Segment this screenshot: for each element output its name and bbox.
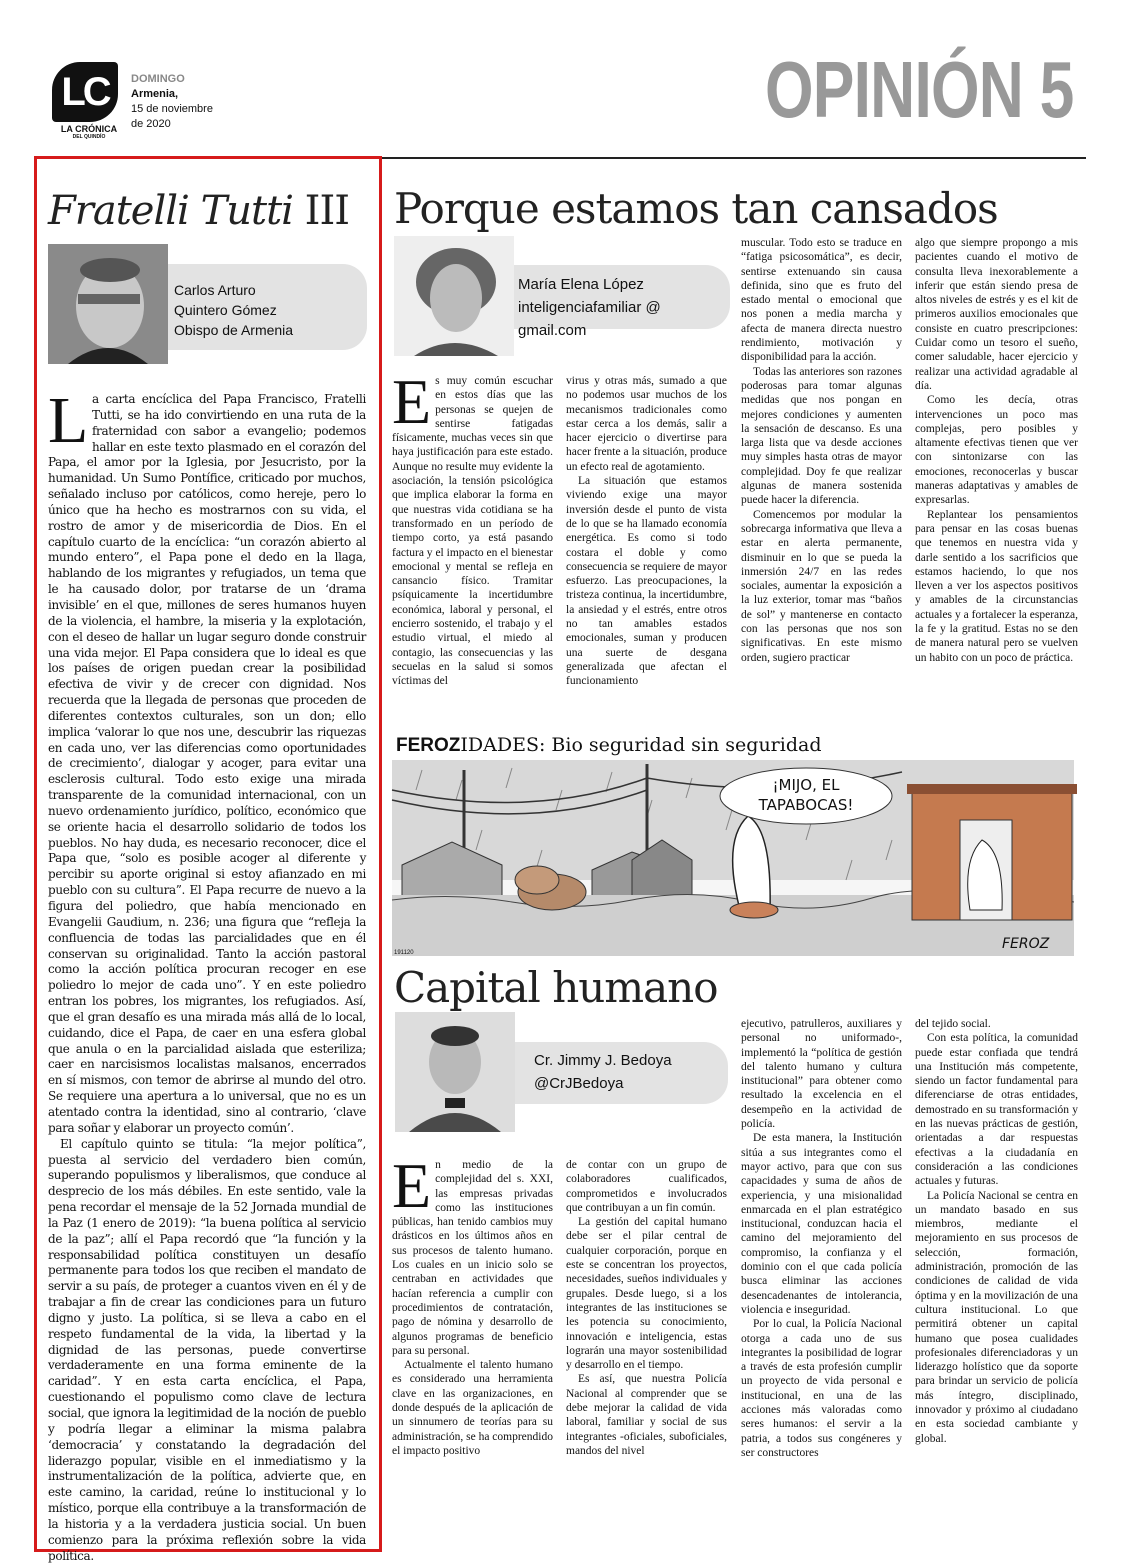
paragraph: muscular. Todo esto se traduce en “fatiga psicosomática”, es decir, sentirse extenuando sin causa definida, sino que es fruto del estado mental o emocional que nos ponen a media marcha y afecta de manera directa nuestro rendimiento, motivación y disponibilidad para la acción. bbox=[741, 237, 902, 364]
paragraph-text: s muy común escuchar en estos días que las personas se quejen de sentirse fatigadas físicamente, muchas veces sin que haya justificación para este estado. Aunque no resulte muy evidente la asociación, la tensión psicológica que implica elaborar la forma en que nuestras vida cotidiana se ha transformado en un período de tiempo corto, ya está pasando factura y el impacto en el bienestar emocional y mental se refleja en cansancio físico. Tramitar psíquicamente la incertidumbre económica, laboral y personal, el encierro sostenido, el trabajo y el estudio virtual, el miedo al contagio, las consecuencias y las secuelas en la salud si somos víctimas del bbox=[392, 375, 553, 688]
dateline-city: Armenia, bbox=[131, 88, 179, 100]
cartoon-header bbox=[396, 734, 822, 757]
paragraph-text: a carta encíclica del Papa Francisco, Fratelli Tutti, se ha ido convirtiendo en una ruta de la fraternidad con sabor a evangelio; podemos hallar en este texto plasmado en el corazón del Papa, el amor por la Iglesia, por Jesucristo, por la humanidad. Un Sumo Pontífice, criticado por muchos, señalado incluso por católicos, como hereje, pero lo único que ha hecho es mostrarnos con su vida, el rostro de amor y de misericordia de Dios. En el capítulo cuarto de la encíclica: “un corazón abierto al mundo entero”, el Papa pone el dedo en la llaga, hablando de los migrantes y refugiados, un tema que le ha causado dolor, por tratarse de un ‘drama invisible’ en el que, millones de seres humanos huyen de la violencia, el hambre, la miseria y la explotación, con el deseo de hallar un lugar seguro donde construir una vida mejor. El Papa considera que lo ideal es que los países de origen puedan crear la posibilidad efectiva de vivir y de crecer con dignidad. Nos recuerda que la llegada de personas que proceden de diferentes contextos culturales, son un don; ello implica ‘valorar lo que nos une, descubrir las riquezas en cada uno, ver las diferencias como oportunidades de crecimiento’, dialogar y acoger, para evitar una esclerosis cultural. Todo esto exige una mirada transparente de la comunidad internacional, con un nuevo ordenamiento jurídico, político, económico que se oriente hacia el desarrollo solidario de todos los pueblos. No hay duda, es necesario reconocer, dice el Papa que, “solo es posible acoger al diferente y percibir su aporte original si estoy afianzado en mi pueblo con su cultura”. El Papa recurre de nuevo a la figura del poliedro, que había mencionado en Evangelii Gaudium, n. 236; una figura que “refleja la confluencia de todas las parcialidades que en él conservan su originalidad. Tanto la acción pastoral como la acción política procuran recoger en ese poliedro lo mejor de cada uno”. Y en este poliedro entran los pobres, los migrantes, los refugiados. Así, que el gran desafío es una mirada más allá de lo local, cuidando, dice el Papa, de caer en una esfera global que anula o en la parcialidad aislada que esteriliza; caer en narcisismos localistas malsanos, encerrados en sí mismos, con temor de abrirse al mundo del otro. Se requiere una apertura a lo universal, que no es un atentado contra la identidad, sino al contrario, ‘clave para soñar y elaborar un proyecto común’. bbox=[48, 392, 366, 1135]
article-top-title: Porque estamos tan cansados bbox=[394, 184, 998, 233]
author-photo-top bbox=[394, 236, 514, 356]
author-photo-left bbox=[48, 244, 168, 364]
author-name: Cr. Jimmy J. Bedoya bbox=[534, 1052, 672, 1069]
paragraph: Replantear los pensamientos para pensar en las cosas buenas que tenemos en nuestra vida y darle sentido a los sacrificios que estamos haciendo, lo que nos lleven a ver los aspectos positivos y amables de la circunstancias actuales y a fortalecer la esperanza, la fe y la gratitud. Estas no se den de manera natural pero se vuelven un habito con un poco de práctica. bbox=[915, 508, 1078, 664]
cartoon-label-bold: FEROZ bbox=[396, 735, 461, 756]
paragraph-text: n medio de la complejidad del s. XXI, las empresas privadas como las instituciones públicas, han tenido cambios muy drásticos en los últimos años en sus procesos de talento humano. Los cuales en un inicio solo se centraban en actividades que hacían referencia a cumplir con procedimientos de contratación, pago de nómina y desarrollo de algunos programas de beneficio para su personal. bbox=[392, 1159, 553, 1357]
dateline bbox=[131, 72, 213, 132]
paragraph: virus y otras más, sumado a que no podemos usar muchos de los mecanismos tradicionales como estar cerca a los demás, salir a hacer ejercicio o divertirse para hacer frente a la situación, produce un efecto real de agotamiento. bbox=[566, 375, 727, 473]
article-bottom-col-1 bbox=[392, 1150, 553, 1543]
article-bottom-col-4 bbox=[915, 1017, 1078, 1543]
paragraph: ejecutivo, patrulleros, auxiliares y personal no uniformado-, implementó la “política de gestión del talento humano y cultura institucional” para obtener como resultado la excelencia en el desempeño en la actividad de policía. bbox=[741, 1018, 902, 1131]
article-top-col-4 bbox=[915, 236, 1078, 712]
paragraph: Por lo cual, la Policía Nacional otorga a cada uno de sus integrantes la posibilidad de lograr a través de esta profesión cumplir un proyecto de vida personal e institucional, en una de las acciones más valoradas como seres humanos: el servir a la patria, a todos sus congéneres y ser constructores bbox=[741, 1318, 902, 1459]
article-bottom-col-3 bbox=[741, 1017, 902, 1543]
author-handle: @CrJBedoya bbox=[534, 1075, 624, 1092]
dropcap-bottom: E bbox=[392, 1150, 432, 1221]
article-bottom-title: Capital humano bbox=[394, 963, 718, 1012]
article-bottom-col-2 bbox=[566, 1158, 727, 1543]
dateline-date-1: 15 de noviembre bbox=[131, 103, 213, 115]
cartoon-bubble-line-1: ¡MIJO, EL bbox=[772, 776, 840, 794]
author-name: María Elena López bbox=[518, 276, 644, 293]
paragraph: De esta manera, la Institución sitúa a sus integrantes como el mayor activo, para que con sus capacidades y suma de años de experiencia, y una misionalidad enmarcada en el plan estratégico institucional, conduzcan hacia el camino del mejoramiento del compromiso, la confianza y el dominio con el que cada policía busca eliminar las acciones desencadenantes de intolerancia, violencia e inseguridad. bbox=[741, 1132, 902, 1316]
cartoon-bubble-line-2: TAPABOCAS! bbox=[758, 796, 854, 814]
dropcap-left: L bbox=[48, 384, 88, 457]
paragraph: algo que siempre propongo a mis pacientes cuando el motivo de consulta lleva inexorablemente a inferir que están siendo presa de altos niveles de estrés y es el kit de primeros auxilios emocionales que consiste en cuatro prescripciones: Cuidar como un tesoro el sueño, comer saludable, hacer ejercicio y realizar una actividad agradable al día. bbox=[915, 237, 1078, 392]
title-italic: Fratelli Tutti bbox=[48, 188, 293, 234]
dropcap-top: E bbox=[392, 366, 432, 437]
cartoon-title: Bio seguridad sin seguridad bbox=[545, 734, 822, 756]
paragraph: Comencemos por modular la sobrecarga informativa que lleva a estar en alerta permanente, disminuir en lo que se pueda la inmersión 24/7 en las redes sociales, aumentar la exposición a la luz exterior, tomar mas “baños de sol” y mantenerse en contacto con las personas que nos son significativas. En este mismo orden, sugiero practicar bbox=[741, 508, 902, 664]
article-top-paragraph-1 bbox=[392, 366, 553, 689]
article-left-paragraph-2: El capítulo quinto se titula: “la mejor política”, puesta al servicio del verdadero bien común, superando populismos y liberalismos, que conduce al desprecio de los más débiles. En este sentido, vale la pena recordar el mensaje de la 52 Jornada mundial de la Paz (1 enero de 2019): “la buena política al servicio de la paz”; allí el Papa recordó que “la función y la responsabilidad política constituyen un desafío permanente para todos los que reciben el mandato de servir a su país, de proteger a cuantos viven en él y de trabajar a fin de crear las condiciones para un futuro digno y justo. La política, si se lleva a cabo en el respeto fundamental de la vida, la libertad y la dignidad de las personas, puede convertirse verdaderamente en una forma eminente de la caridad”. Y en esta carta encíclica, el Papa, cuestionando el populismo como clave de lectura social, que ignora la legitimidad de la noción de pueblo y podría llegar a eliminar la misma palabra ‘democracia’ y constatando la degradación del liderazgo popular, visible en el inmediatismo y la instrumentalización de la política, advierte que, en este camino, la caridad, reúne lo institucional y lo místico, porque ella contribuye a la transformación de la historia y a la verdadera justicia social. Un buen comienzo para la próxima reflexión sobre la vida política. bbox=[48, 1136, 366, 1563]
section-title: OPINIÓN 5 bbox=[765, 45, 1074, 134]
cartoon-signature: FEROZ bbox=[1002, 936, 1050, 952]
paragraph: Como les decía, otras intervenciones un poco mas complejas, pero posibles y altamente efectivas tienen que ver con sintonizarse con las emociones, reconocerlas y buscar maneras adaptativas y amables de expresarlas. bbox=[915, 394, 1078, 507]
dateline-date-2: de 2020 bbox=[131, 118, 171, 130]
article-left-body bbox=[48, 384, 366, 1563]
paragraph: de contar con un grupo de colaboradores cualificados, comprometidos e involucrados que contribuyan a un fin común. bbox=[566, 1159, 727, 1214]
paragraph: del tejido social. bbox=[915, 1018, 991, 1030]
author-photo-bottom bbox=[395, 1012, 515, 1132]
article-left-paragraph-1 bbox=[48, 384, 366, 1137]
paragraph: Con esta política, la comunidad puede estar confiada que tendrá una Institución más competente, siendo un factor fundamental para diferenciarse de otras entidades, demostrado en su transformación y en las nuevas prácticas de gestión, orientadas a dar respuestas efectivas a la ciudadanía en consideración a las condiciones actuales y futuras. bbox=[915, 1032, 1078, 1188]
dateline-day: DOMINGO bbox=[131, 73, 185, 85]
article-left-title bbox=[48, 188, 349, 234]
article-top-col-2 bbox=[566, 374, 727, 712]
author-line-2: Quintero Gómez bbox=[174, 302, 277, 318]
article-top-col-1 bbox=[392, 366, 553, 712]
cartoon-label-rest: IDADES: bbox=[460, 734, 546, 756]
article-top-col-3 bbox=[741, 236, 902, 712]
paragraph: Actualmente el talento humano es considerado una herramienta clave en las organizaciones, en donde después de la aplicación de un sinnumero de teorías para su administración, se ha comprendido el impacto positivo bbox=[392, 1359, 553, 1457]
paragraph: Es así, que nuestra Policía Nacional al comprender que se debe mejorar la calidad de vida laboral, familiar y social de sus integrantes -oficiales, suboficiales, mandos del nivel bbox=[566, 1373, 727, 1457]
author-line-3: Obispo de Armenia bbox=[174, 322, 294, 338]
paragraph: La situación que estamos viviendo exige una mayor inversión desde el punto de vista de lo que se ha llamado economía energética. Es como si todo costara el doble y como consecuencia se requiere de mayor esfuerzo. Las preocupaciones, la tristeza continua, la incertidumbre, la ansiedad y el estrés, entre otros no tan amables estados emocionales, suman y producen una suerte de desgana generalizada que afectan el funcionamiento bbox=[566, 475, 727, 688]
paragraph: La gestión del capital humano debe ser el pilar central de cualquier corporación, porque en este se concentran los proyectos, necesidades, sueños individuales y grupales. Desde luego, si a los integrantes de las instituciones se les potencia su conocimiento, innovación e inteligencia, estas lograrán una mayor sostenibilidad y desarrollo en el tiempo. bbox=[566, 1216, 727, 1372]
brand-subtitle: DEL QUINDÍO bbox=[72, 134, 106, 140]
brand-name: LA CRÓNICA bbox=[60, 124, 118, 134]
paragraph: Todas las anteriores son razones poderosas para tomar algunas medidas que nos pongan en mejores condiciones y aumenten la sensación de descanso. Es una larga lista que va desde acciones muy simples hasta otras de mayor complejidad. Doy fe que realizar algunas de manera sostenida puede hacer la diferencia. bbox=[741, 365, 902, 507]
author-line-1: Carlos Arturo bbox=[174, 282, 256, 298]
article-bottom-paragraph-1 bbox=[392, 1150, 553, 1358]
author-email: inteligenciafamiliar @ gmail.com bbox=[518, 299, 661, 339]
newspaper-logo: LC bbox=[52, 62, 118, 122]
cartoon-illustration bbox=[392, 760, 1074, 956]
cartoon-code: 191120 bbox=[394, 950, 414, 956]
title-roman: III bbox=[292, 188, 350, 234]
paragraph: La Policía Nacional se centra en un mandato basado en sus miembros, mediante el mejoramiento en sus procesos de selección, formación, administración, promoción de las condiciones de calidad de vida óptima y en la movilización de una cultura institucional. Lo que permitirá obtener un capital humano que posea cualidades profesionales diferenciadoras y un liderazgo holístico que da soporte para brindar un servicio de policía más íntegro, disciplinado, innovador y próximo al ciudadano en esta sociedad cambiante y global. bbox=[915, 1189, 1078, 1445]
